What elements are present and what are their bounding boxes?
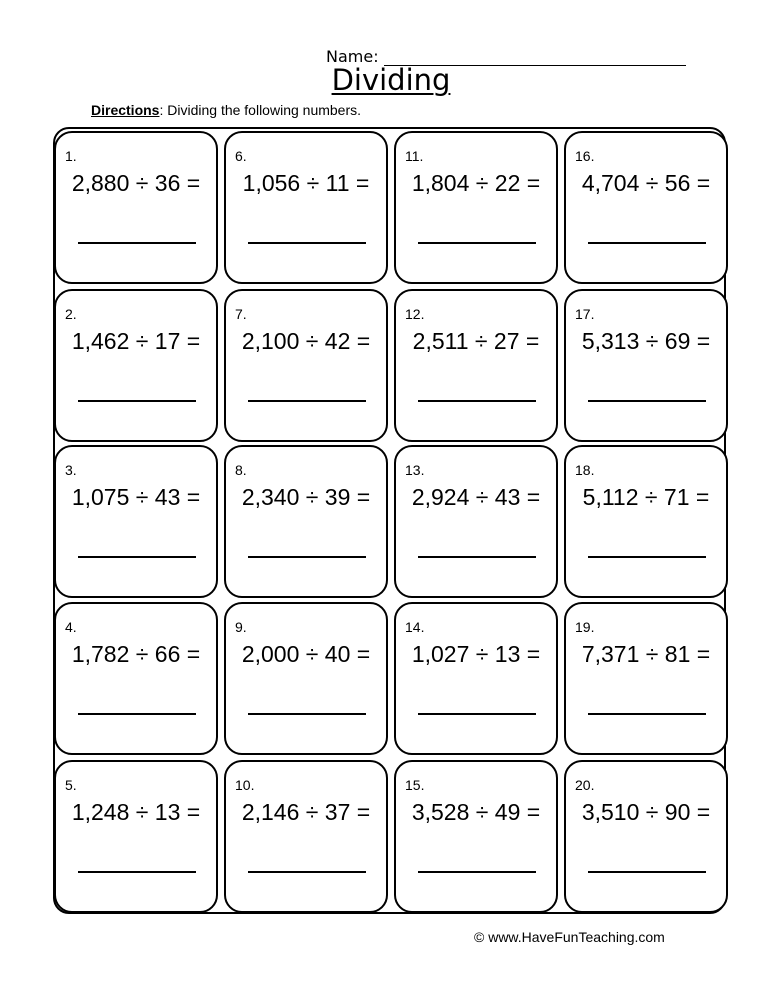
problem-expression: 1,248 ÷ 13 =	[71, 799, 201, 825]
problem-number: 1.	[65, 148, 77, 164]
problem-number: 9.	[235, 619, 247, 635]
answer-blank-line[interactable]	[78, 713, 196, 715]
problem-card	[54, 445, 218, 598]
problem-number: 11.	[405, 148, 424, 164]
problem-card	[394, 602, 558, 755]
problem-number: 6.	[235, 148, 247, 164]
answer-blank-line[interactable]	[418, 242, 536, 244]
problem-expression: 1,782 ÷ 66 =	[71, 641, 201, 667]
problem-number: 5.	[65, 777, 77, 793]
problem-card	[54, 602, 218, 755]
problem-card	[224, 760, 388, 913]
page-title: Dividing	[331, 63, 451, 97]
problem-expression: 7,371 ÷ 81 =	[581, 641, 711, 667]
problem-number: 19.	[575, 619, 595, 635]
problem-expression: 2,146 ÷ 37 =	[241, 799, 371, 825]
answer-blank-line[interactable]	[78, 400, 196, 402]
problem-card	[564, 760, 728, 913]
directions-label: Directions	[91, 102, 160, 118]
problem-expression: 2,511 ÷ 27 =	[412, 328, 540, 354]
problem-expression: 2,100 ÷ 42 =	[241, 328, 371, 354]
problem-number: 14.	[405, 619, 425, 635]
problem-expression: 1,027 ÷ 13 =	[411, 641, 541, 667]
problem-card	[564, 131, 728, 284]
problem-card	[394, 445, 558, 598]
problem-expression: 3,510 ÷ 90 =	[581, 799, 711, 825]
problem-card	[54, 289, 218, 442]
answer-blank-line[interactable]	[418, 871, 536, 873]
problem-card	[394, 131, 558, 284]
problem-card	[564, 602, 728, 755]
problem-number: 20.	[575, 777, 595, 793]
problem-expression: 1,804 ÷ 22 =	[411, 170, 541, 196]
answer-blank-line[interactable]	[588, 713, 706, 715]
problem-expression: 3,528 ÷ 49 =	[411, 799, 541, 825]
problem-number: 15.	[405, 777, 425, 793]
answer-blank-line[interactable]	[248, 713, 366, 715]
problem-card	[224, 602, 388, 755]
problem-card	[224, 131, 388, 284]
problem-number: 10.	[235, 777, 255, 793]
answer-blank-line[interactable]	[588, 400, 706, 402]
problem-expression: 5,112 ÷ 71 =	[582, 484, 710, 510]
problem-expression: 1,056 ÷ 11 =	[242, 170, 370, 196]
problem-number: 7.	[235, 306, 247, 322]
answer-blank-line[interactable]	[418, 556, 536, 558]
problem-number: 3.	[65, 462, 77, 478]
answer-blank-line[interactable]	[78, 242, 196, 244]
name-label: Name:	[326, 47, 379, 66]
answer-blank-line[interactable]	[248, 400, 366, 402]
problem-expression: 2,000 ÷ 40 =	[241, 641, 371, 667]
answer-blank-line[interactable]	[78, 871, 196, 873]
problem-expression: 5,313 ÷ 69 =	[581, 328, 711, 354]
problem-number: 4.	[65, 619, 77, 635]
answer-blank-line[interactable]	[248, 871, 366, 873]
problem-card	[564, 289, 728, 442]
problem-card	[54, 131, 218, 284]
answer-blank-line[interactable]	[588, 871, 706, 873]
answer-blank-line[interactable]	[78, 556, 196, 558]
problem-expression: 1,075 ÷ 43 =	[71, 484, 201, 510]
answer-blank-line[interactable]	[248, 556, 366, 558]
directions-text: : Dividing the following numbers.	[159, 102, 362, 118]
problem-card	[394, 289, 558, 442]
copyright-footer: © www.HaveFunTeaching.com	[474, 929, 665, 945]
problem-expression: 1,462 ÷ 17 =	[71, 328, 201, 354]
answer-blank-line[interactable]	[418, 713, 536, 715]
answer-blank-line[interactable]	[588, 242, 706, 244]
problem-expression: 4,704 ÷ 56 =	[581, 170, 711, 196]
problem-number: 18.	[575, 462, 595, 478]
problem-card	[394, 760, 558, 913]
problem-card	[224, 445, 388, 598]
problem-expression: 2,340 ÷ 39 =	[241, 484, 371, 510]
problem-card	[224, 289, 388, 442]
problem-expression: 2,924 ÷ 43 =	[411, 484, 541, 510]
problem-number: 2.	[65, 306, 77, 322]
answer-blank-line[interactable]	[248, 242, 366, 244]
problem-expression: 2,880 ÷ 36 =	[71, 170, 201, 196]
problem-number: 17.	[575, 306, 595, 322]
problem-number: 13.	[405, 462, 425, 478]
problem-number: 8.	[235, 462, 247, 478]
problem-number: 16.	[575, 148, 595, 164]
answer-blank-line[interactable]	[418, 400, 536, 402]
problem-number: 12.	[405, 306, 425, 322]
problem-card	[564, 445, 728, 598]
answer-blank-line[interactable]	[588, 556, 706, 558]
problem-card	[54, 760, 218, 913]
